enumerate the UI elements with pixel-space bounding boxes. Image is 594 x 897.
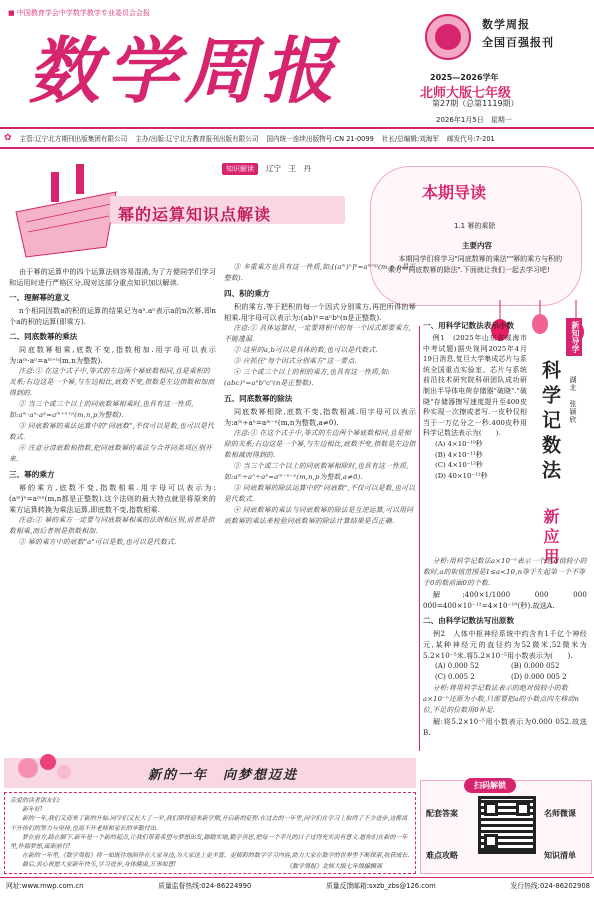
footer-email: 质量反馈邮箱:sxzb_zbs@126.com <box>325 882 436 890</box>
side-col-bottom <box>423 556 587 738</box>
slogan-1: 数学周报 <box>482 18 530 31</box>
article-intro: 由于幂的运算中的四个运算法则容易混淆,为了方便同学们学习和运用时进行严格区分,现对这部分重点知识加以解读. <box>9 267 216 287</box>
masthead-org: ■ 中国教育学会中学数学教学专业委员会会报 <box>8 9 150 17</box>
qr-item-microlessons[interactable]: 名师微课 <box>544 809 576 818</box>
section-4-note-4: ④ 三个或三个以上的积的乘方,也具有这一性质,如:(abc)ⁿ=aⁿbⁿcⁿ(n是正整数). <box>224 368 391 387</box>
section-5-heading: 五、同底数幂的除法 <box>224 394 293 403</box>
section-2-note-2: ② 当三个或三个以上的同底数幂相乘时,也具有这一性质,如:aᵐ·aⁿ·aᵖ=aᵐ⁺ⁿ⁺ᵖ(m,n,p为整数). <box>9 400 194 419</box>
section-3-note-2: ② 幂的乘方中的底数"a"可以是数,也可以是代数式. <box>18 538 177 546</box>
footer-quality-hotline: 质量监督热线:024-86224990 <box>158 882 252 890</box>
section-1-heading: 一、理解幂的意义 <box>9 293 70 302</box>
letter-paragraph-1: 新的一年,我们又迎来了新的开始.同学们又长大了一岁,我们即将迎来新学期,开启新的征程.在过去的一年里,同学们在学习上取得了不少进步,这都离不开你们的努力与坚持,也离不开老师和家长的辛勤付出. <box>10 815 408 832</box>
letter-body <box>10 796 410 870</box>
letter-paragraph-4: 最后,衷心祝愿大家新年快乐,学习进步,身体健康,万事如意! <box>22 861 177 869</box>
section-1-text: n个相同因数a的积的运算的结果记为aⁿ.aⁿ表示a的n次幂,即n个a的积的运算(即乘方). <box>9 306 216 326</box>
side-tag: 新知导学 <box>566 318 582 356</box>
issue-date: 2026年1月5日 星期一 <box>436 116 512 124</box>
option-b: (B) 0.000 052 <box>511 662 560 670</box>
letter-paragraph-2: 梦在前方,路在脚下.新年是一个新的起点,让我们带着希望与梦想出发,脚踏实地,勤学善思,把每一个平凡的日子过得充实而有意义.愿你们在新的一年里,怀揣梦想,砥砺前行! <box>10 833 408 851</box>
side-options-2 <box>423 661 587 683</box>
masthead-title: 数学周报 <box>28 28 341 113</box>
section-3-text: 幂的乘方,底数不变,指数相乘.用字母可以表示为:(aᵐ)ⁿ=aᵐⁿ(m,n都是正整数).这个法则的最大特点就是将原来的乘方运算转换为乘法运算,即底数不变,指数相乘. <box>9 483 216 514</box>
side-app-title: 新应用 <box>541 508 560 568</box>
article-column-2 <box>224 262 416 527</box>
qr-title: 扫码解锁 <box>464 778 516 793</box>
section-4-text: 积的乘方,等于把积的每一个因式分别乘方,再把所得的幂相乘.用字母可以表示为:(ab)ⁿ=aⁿbⁿ(n是正整数). <box>224 302 416 322</box>
letter-paragraph-3: 在新的一年里,《数学周报》将一如既往地陪伴在大家身边,为大家送上更丰富、更精彩的数学学习内容,助力大家在数学的世界里不断探索,收获成长. <box>22 852 410 860</box>
section-3-note-3: ③ 多重乘方也具有这一性质,如:[(aᵐ)ⁿ]ᵖ=aᵐⁿᵖ(m,n,p是正整数). <box>224 263 416 282</box>
side-analysis-2: 分析:将用科学记数法表示的绝对值较小的数a×10⁻ⁿ还原为小数,只需要把a的小数点向左移动n位,不足的位数用0补足. <box>423 684 580 714</box>
article-title: 幂的运算知识点解读 <box>118 205 272 224</box>
article-column-1 <box>9 266 216 548</box>
side-solution-2: 解:将5.2×10⁻⁵用小数表示为0.000 052.故选B. <box>423 717 587 737</box>
qr-item-knowledge-list[interactable]: 知识清单 <box>544 851 576 860</box>
option-d: (D) 40×10⁻¹¹秒 <box>435 471 488 480</box>
section-5-text: 同底数幂相除,底数不变,指数相减.用字母可以表示为:aᵐ÷aⁿ=aᵐ⁻ⁿ(m,n为整数,a≠0). <box>224 407 416 427</box>
side-example-2: 例2 人体中枢神经系统中约含有1千亿个神经元,某种神经元的直径约为52微米,52微米为5.2×10⁻⁵米.将5.2×10⁻⁵用小数表示为( ). <box>423 629 587 660</box>
option-c: (C) 0.005 2 <box>435 673 475 681</box>
qr-item-answers[interactable]: 配套答案 <box>426 809 458 818</box>
section-2-note-1: 注意:① 在这个式子中,等式的左边两个幂底数相同,且是乘积的关系;右边这是一个幂,与左边相比,底数不变,指数是左边指数和加而得到的. <box>9 367 215 397</box>
letter-greeting: 亲爱的读者朋友们: <box>10 797 61 804</box>
section-4-heading: 四、积的乘方 <box>224 289 270 298</box>
section-2-heading: 二、同底数幂的乘法 <box>9 332 78 341</box>
info-bar: ✿ 主管:辽宁北方期刊出版集团有限公司 主办/出版:辽宁北方教育报刊出版有限公司 国内统一连续出版物号:CN 21-0099 社长/总编辑:刘海军 邮发代号:7-201 <box>4 133 495 143</box>
option-c: (C) 4×10⁻¹²秒 <box>435 461 483 470</box>
option-a: (A) 0.000 52 <box>435 662 479 670</box>
side-col-top <box>423 320 527 481</box>
info-editor: 社长/总编辑:刘海军 <box>381 135 439 143</box>
info-postcode: 邮发代号:7-201 <box>446 135 495 143</box>
side-section-2: 二、由科学记数法写出原数 <box>423 616 515 625</box>
option-b: (B) 4×10⁻¹¹秒 <box>435 450 483 459</box>
guide-title: 本期导读 <box>422 183 487 202</box>
side-analysis-1: 分析:用科学记数法a×10⁻ⁿ表示一个绝对值较小的数时,a的取值范围是1≤a<10,n等于左起第一个不等于0的数前面0的个数. <box>423 557 587 587</box>
side-example-1: 例1 (2025年山东省威海市中考试题)据央视网2025年4月19日消息,复旦大学集成芯片与系统全国重点实验室、芯片与系统前沿技术研究院科研团队成功研制出半导体电荷存储器"破晓"."破晓"存储器擦写速度提升至400皮秒实现一次擦或者写.一皮秒仅相当于一万亿分之一秒.400皮秒用科学记数法表示为( ). <box>423 334 527 438</box>
option-a: (A) 4×10⁻¹⁰秒 <box>435 439 483 448</box>
school-year: 2025—2026学年 <box>430 73 499 82</box>
article-author: 辽宁 王 丹 <box>266 164 311 173</box>
info-publisher: 主办/出版:辽宁北方教育报刊出版有限公司 <box>135 135 259 143</box>
letter-banner-title: 新的一年 向梦想迈进 <box>148 768 299 783</box>
section-5-note-4: ④ 同底数幂的乘法与同底数幂的除法是互逆运算,可以用同底数幂的乘法来检验同底数幂的除法计算结果是否正确. <box>224 506 414 525</box>
guide-item: 1.1 幂的乘除 <box>454 222 496 230</box>
side-solution-1: 解:400×1/1000 000 000 000=400×10⁻¹²=4×10⁻¹⁰(秒).故选A. <box>423 590 587 610</box>
section-2-note-4: ④ 注意分清底数和指数,把同底数幂的乘法与合并同类项区别开来. <box>9 444 213 463</box>
section-4-note-3: ③ 应抓住"每个因式分别乘方"这一要点. <box>233 357 357 365</box>
guide-text: 本期同学们将学习"同底数幂的乘法""幂的乘方与积的乘方""同底数幂的除法".下面就让我们一起去学习吧! <box>388 255 563 274</box>
letter-hello: 新年好! <box>22 806 43 814</box>
side-options-1 <box>423 439 527 481</box>
section-2-note-3: ③ 同底数幂的乘法运算中的"同底数",不仅可以是数,也可以是代数式. <box>9 422 215 441</box>
ship-illustration <box>6 152 126 262</box>
letter-signature: 《数学周报》北师大版七年级编辑部 <box>286 863 383 870</box>
section-3-note-1: 注意:① 幂的乘方一定要与同底数幂相乘的法则相区别,前者是指数相乘,而后者则是指数相加. <box>9 516 215 535</box>
option-d: (D) 0.000 005 2 <box>511 673 567 681</box>
slogan-2: 全国百强报刊 <box>482 36 554 49</box>
side-section-1: 一、用科学记数法表示小数 <box>423 321 515 330</box>
section-5-note-3: ③ 同底数幂的除法运算中的"同底数",不仅可以是数,也可以是代数式. <box>224 484 416 503</box>
flower-illustration <box>8 744 78 790</box>
info-cn: 国内统一连续出版物号:CN 21-0099 <box>266 135 374 143</box>
section-5-note-1: 注意:① 在这个式子中,等式的左边两个幂底数相同,且是相除的关系;右边这是一个幂,与左边相比,底数不变,指数是左边指数相减而得到的. <box>224 429 416 459</box>
footer-distribution: 发行热线:024-86202908 <box>510 882 590 890</box>
side-author: 湖北 张颖欣 <box>569 376 577 424</box>
section-3-heading: 三、幂的乘方 <box>9 470 55 479</box>
edition: 北师大版七年级 <box>420 86 512 101</box>
logo <box>425 14 471 60</box>
guide-sub: 主要内容 <box>462 241 492 250</box>
article-tag: 知识解读 <box>222 163 258 175</box>
section-4-note-2: ② 这里的a,b可以是具体的数,也可以是代数式. <box>233 346 378 354</box>
section-5-note-2: ② 当三个或三个以上的同底数幂相除时,也具有这一性质,如:aᵐ÷aⁿ÷aᵖ=aᵐ⁻ⁿ⁻ᵖ(m,n,p为整数,a≠0). <box>224 462 409 481</box>
footer-website: 网址:www.mwp.com.cn <box>6 882 84 890</box>
qr-code[interactable] <box>478 796 536 854</box>
section-4-note-1: 注意:① 具体运算时,一定要将积中的每一个因式都要乘方,不能遗漏. <box>224 324 412 343</box>
footer <box>6 880 590 890</box>
issue-number: 第27期（总第1119期） <box>432 99 519 108</box>
side-big-title: 科学记数法 <box>539 360 561 485</box>
section-2-text: 同底数幂相乘,底数不变,指数相加.用字母可以表示为:aᵐ·aⁿ=aᵐ⁺ⁿ(m,n为整数). <box>9 345 216 365</box>
qr-item-strategies[interactable]: 难点攻略 <box>426 851 458 860</box>
info-supervisor: 主管:辽宁北方期刊出版集团有限公司 <box>19 135 128 143</box>
